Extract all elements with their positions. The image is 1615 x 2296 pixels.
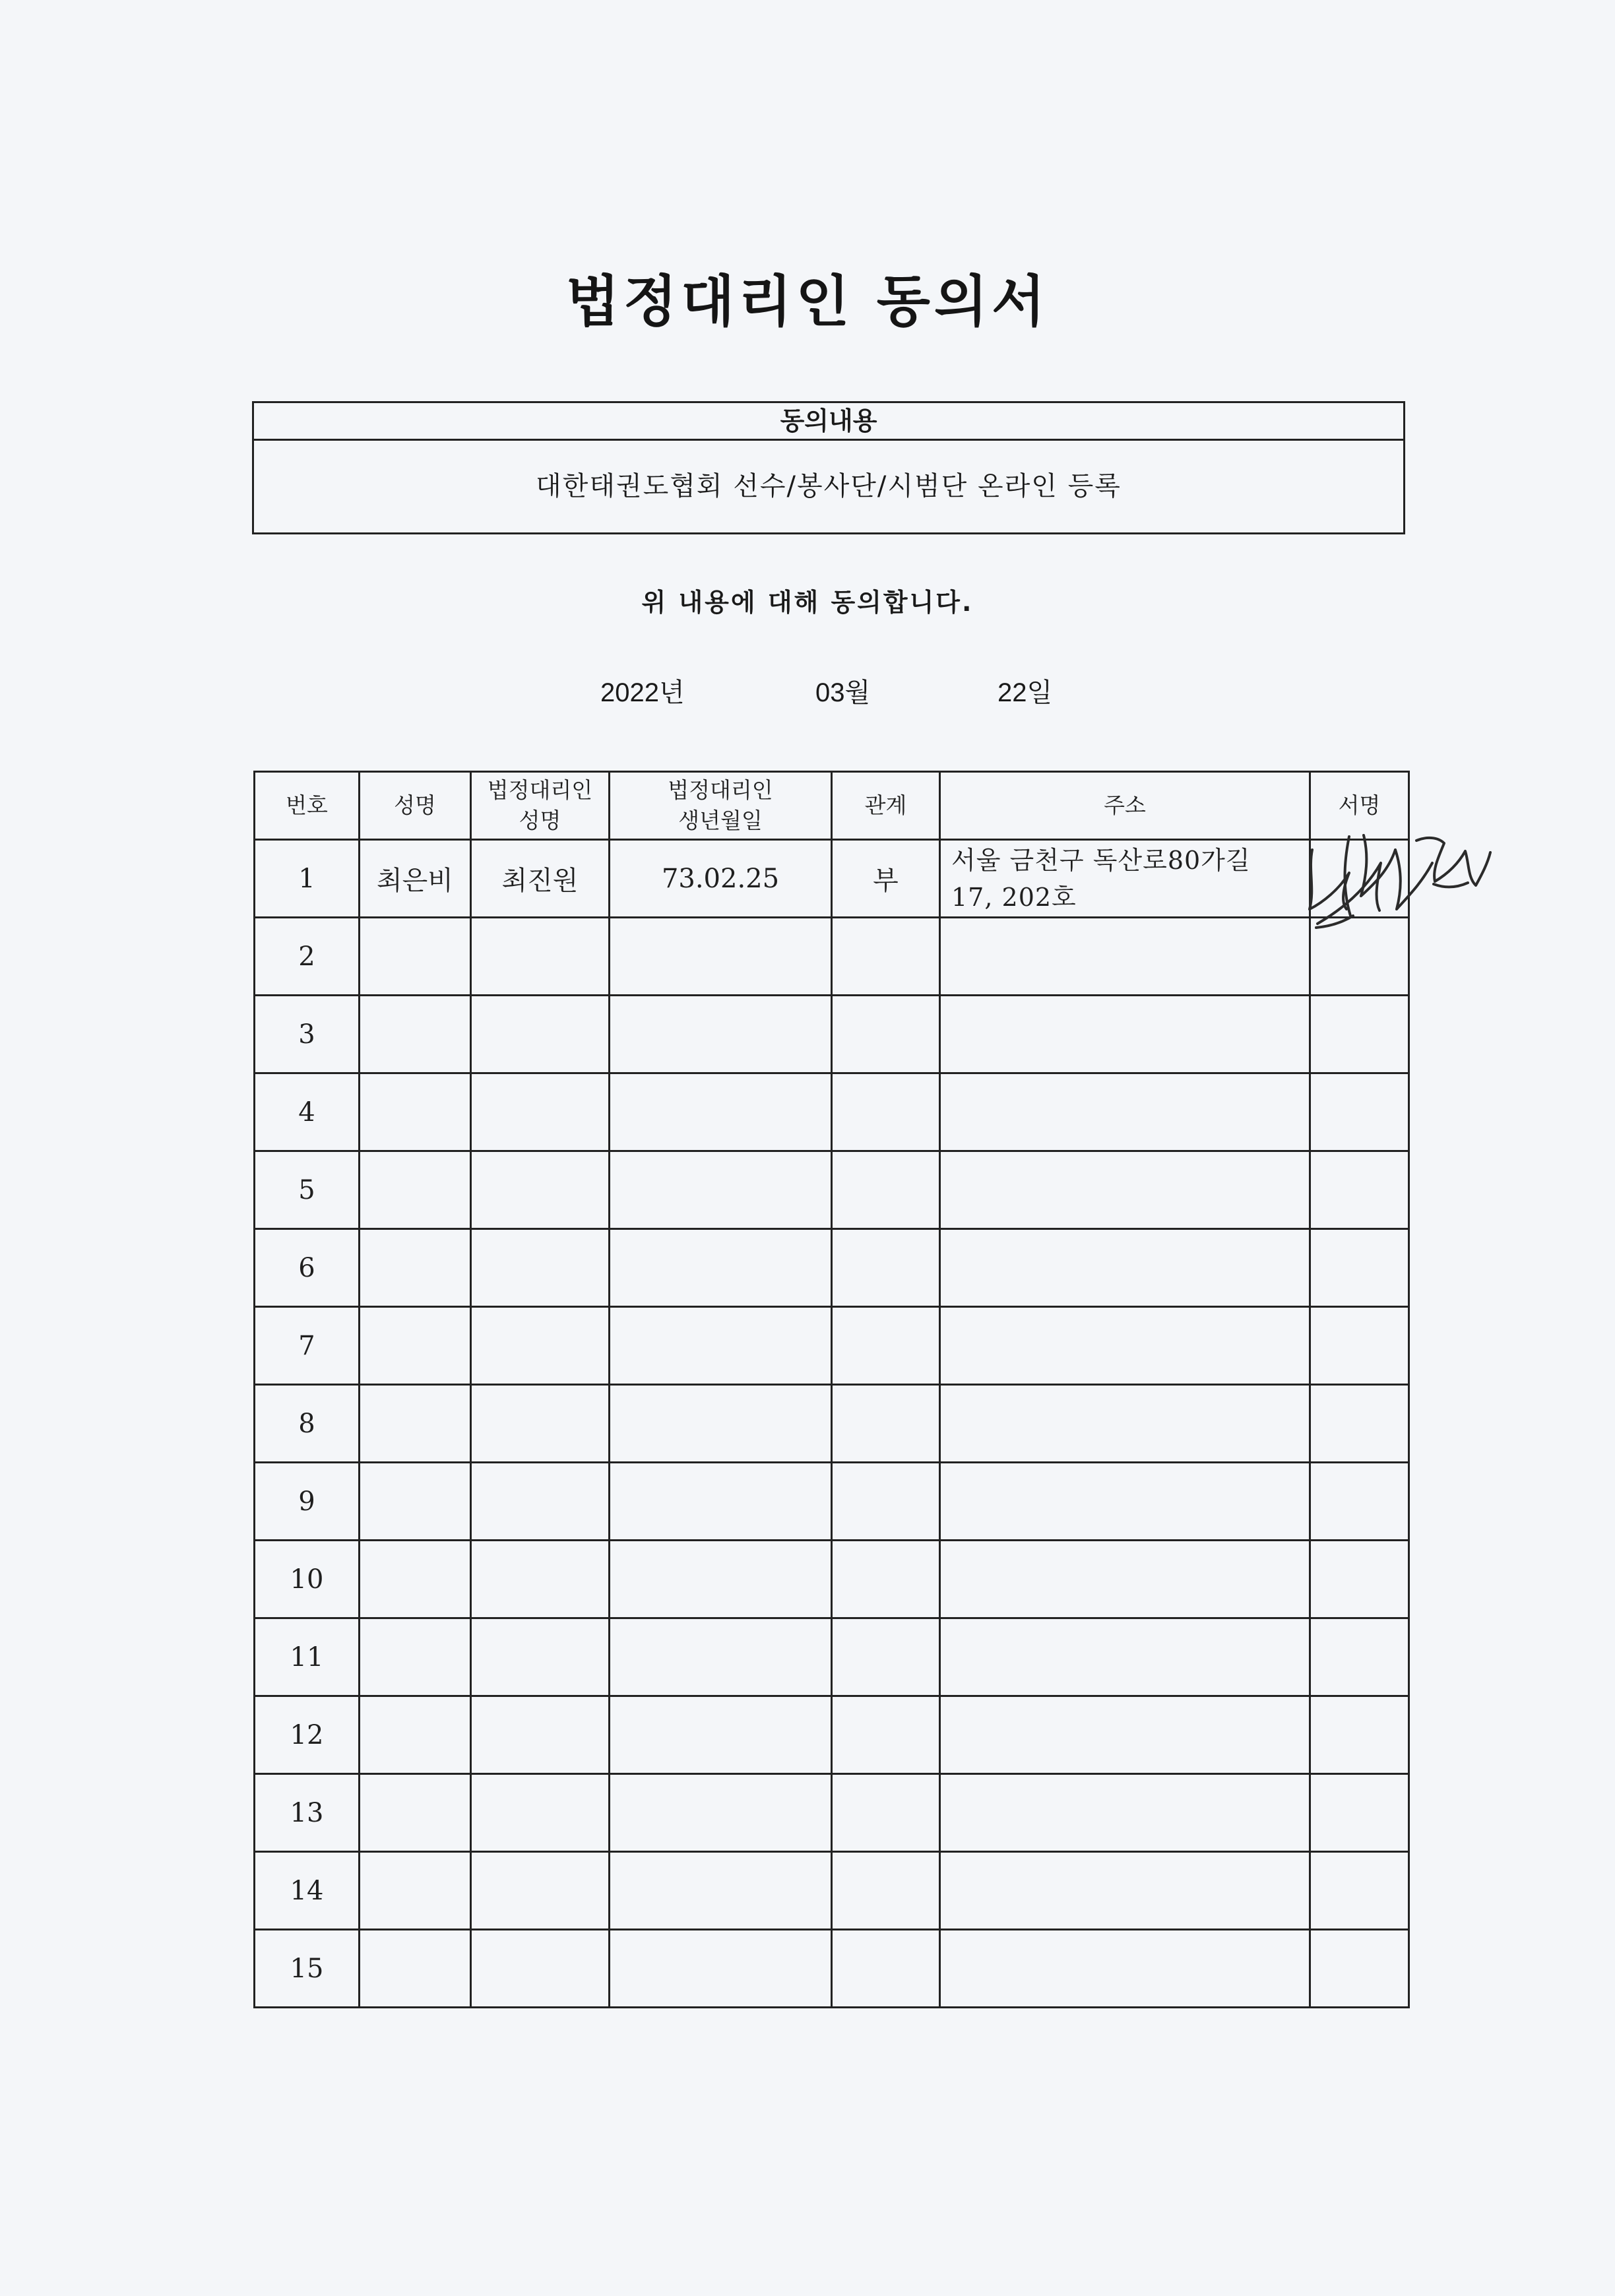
- cell-address: [940, 1618, 1310, 1696]
- cell-name: [360, 1852, 471, 1930]
- cell-no: 2: [255, 918, 360, 996]
- cell-address: [940, 1541, 1310, 1618]
- table-row: [255, 840, 1409, 918]
- cell-name: [360, 1073, 471, 1151]
- consent-content: 대한태권도협회 선수/봉사단/시범단 온라인 등록: [536, 471, 1122, 501]
- header-relation: 관계: [832, 772, 940, 840]
- date-year: 2022년: [600, 678, 685, 707]
- cell-name: [360, 1696, 471, 1774]
- cell-signature: [1310, 1073, 1409, 1151]
- table-row: [255, 1852, 1409, 1930]
- table-row: [255, 1618, 1409, 1696]
- cell-no: 5: [255, 1151, 360, 1229]
- cell-guardian-name: [471, 1774, 610, 1852]
- header-signature: 서명: [1310, 772, 1409, 840]
- cell-no: 12: [255, 1696, 360, 1774]
- table-row: [255, 1930, 1409, 2008]
- cell-signature: [1310, 1151, 1409, 1229]
- cell-guardian-birth: [610, 1774, 832, 1852]
- table-row: [255, 1385, 1409, 1463]
- cell-name: [360, 1541, 471, 1618]
- cell-signature: [1310, 1385, 1409, 1463]
- cell-guardian-birth: [610, 1463, 832, 1541]
- consent-header: 동의내용: [254, 403, 1403, 441]
- cell-relation: [832, 1463, 940, 1541]
- table-body: [255, 840, 1409, 2008]
- cell-guardian-name: [471, 1930, 610, 2008]
- cell-relation: [832, 1618, 940, 1696]
- cell-guardian-birth: [610, 1618, 832, 1696]
- cell-address: [940, 1307, 1310, 1385]
- cell-name: 최은비: [360, 840, 471, 918]
- cell-signature: [1310, 1541, 1409, 1618]
- cell-name: [360, 1774, 471, 1852]
- cell-name: [360, 1229, 471, 1307]
- cell-relation: [832, 1151, 940, 1229]
- cell-guardian-birth: [610, 1151, 832, 1229]
- cell-guardian-name: 최진원: [471, 840, 610, 918]
- cell-name: [360, 1385, 471, 1463]
- cell-signature: [1310, 1696, 1409, 1774]
- table-row: [255, 1463, 1409, 1541]
- cell-name: [360, 1463, 471, 1541]
- cell-guardian-name: [471, 1307, 610, 1385]
- cell-relation: [832, 1073, 940, 1151]
- cell-guardian-name: [471, 1696, 610, 1774]
- cell-guardian-birth: [610, 918, 832, 996]
- cell-signature: [1310, 1307, 1409, 1385]
- cell-address: [940, 1073, 1310, 1151]
- cell-no: 1: [255, 840, 360, 918]
- cell-relation: [832, 1852, 940, 1930]
- guardian-table: [253, 771, 1410, 2008]
- header-guardian-name: 법정대리인 성명: [471, 772, 610, 840]
- cell-address: [940, 1774, 1310, 1852]
- cell-signature: [1310, 1229, 1409, 1307]
- table-row: [255, 918, 1409, 996]
- header-guardian-birth: 법정대리인 생년월일: [610, 772, 832, 840]
- cell-guardian-name: [471, 918, 610, 996]
- cell-no: 4: [255, 1073, 360, 1151]
- cell-signature: [1310, 996, 1409, 1073]
- cell-guardian-name: [471, 1073, 610, 1151]
- cell-guardian-birth: 73.02.25: [610, 840, 832, 918]
- cell-guardian-birth: [610, 1696, 832, 1774]
- cell-signature: [1310, 1618, 1409, 1696]
- cell-no: 7: [255, 1307, 360, 1385]
- table-row: [255, 996, 1409, 1073]
- cell-no: 15: [255, 1930, 360, 2008]
- cell-relation: [832, 1696, 940, 1774]
- header-name: 성명: [360, 772, 471, 840]
- cell-guardian-birth: [610, 1307, 832, 1385]
- header-address: 주소: [940, 772, 1310, 840]
- cell-relation: [832, 1541, 940, 1618]
- consent-box: [252, 401, 1405, 534]
- cell-guardian-birth: [610, 1852, 832, 1930]
- cell-guardian-name: [471, 1229, 610, 1307]
- cell-name: [360, 1618, 471, 1696]
- cell-guardian-name: [471, 1541, 610, 1618]
- table-row: [255, 1696, 1409, 1774]
- cell-address: [940, 1229, 1310, 1307]
- cell-relation: [832, 1307, 940, 1385]
- cell-relation: [832, 1229, 940, 1307]
- cell-guardian-name: [471, 1852, 610, 1930]
- header-no: 번호: [255, 772, 360, 840]
- cell-relation: [832, 918, 940, 996]
- cell-guardian-name: [471, 996, 610, 1073]
- cell-address: [940, 918, 1310, 996]
- cell-signature: [1310, 840, 1409, 918]
- cell-name: [360, 996, 471, 1073]
- cell-guardian-birth: [610, 1930, 832, 2008]
- cell-address: [940, 1385, 1310, 1463]
- cell-relation: [832, 1385, 940, 1463]
- cell-address: [940, 1463, 1310, 1541]
- table-row: [255, 1073, 1409, 1151]
- cell-guardian-birth: [610, 996, 832, 1073]
- table-row: [255, 1541, 1409, 1618]
- date-day: 22일: [998, 678, 1053, 707]
- cell-signature: [1310, 1930, 1409, 2008]
- cell-no: 14: [255, 1852, 360, 1930]
- table-row: [255, 1229, 1409, 1307]
- cell-relation: 부: [832, 840, 940, 918]
- cell-no: 8: [255, 1385, 360, 1463]
- cell-guardian-birth: [610, 1385, 832, 1463]
- cell-name: [360, 1307, 471, 1385]
- cell-guardian-name: [471, 1618, 610, 1696]
- cell-guardian-name: [471, 1463, 610, 1541]
- cell-guardian-birth: [610, 1229, 832, 1307]
- cell-signature: [1310, 1774, 1409, 1852]
- cell-guardian-birth: [610, 1541, 832, 1618]
- cell-signature: [1310, 1463, 1409, 1541]
- cell-address: 서울 금천구 독산로80가길 17, 202호: [940, 840, 1310, 918]
- cell-guardian-name: [471, 1385, 610, 1463]
- cell-relation: [832, 996, 940, 1073]
- cell-no: 13: [255, 1774, 360, 1852]
- cell-address: [940, 996, 1310, 1073]
- cell-address: [940, 1852, 1310, 1930]
- cell-address: [940, 1151, 1310, 1229]
- cell-signature: [1310, 1852, 1409, 1930]
- cell-name: [360, 1151, 471, 1229]
- cell-address: [940, 1930, 1310, 2008]
- cell-guardian-birth: [610, 1073, 832, 1151]
- cell-relation: [832, 1930, 940, 2008]
- cell-no: 11: [255, 1618, 360, 1696]
- agreement-text: 위 내용에 대해 동의합니다.: [641, 588, 974, 617]
- date-month: 03월: [815, 678, 871, 707]
- table-header-row: [255, 772, 1409, 840]
- cell-guardian-name: [471, 1151, 610, 1229]
- cell-no: 3: [255, 996, 360, 1073]
- cell-name: [360, 918, 471, 996]
- cell-relation: [832, 1774, 940, 1852]
- table-row: [255, 1151, 1409, 1229]
- cell-no: 6: [255, 1229, 360, 1307]
- page-title: 법정대리인 동의서: [565, 269, 1050, 334]
- cell-address: [940, 1696, 1310, 1774]
- table-row: [255, 1774, 1409, 1852]
- cell-no: 9: [255, 1463, 360, 1541]
- handwritten-signature: [1303, 810, 1494, 936]
- cell-name: [360, 1930, 471, 2008]
- cell-no: 10: [255, 1541, 360, 1618]
- table-row: [255, 1307, 1409, 1385]
